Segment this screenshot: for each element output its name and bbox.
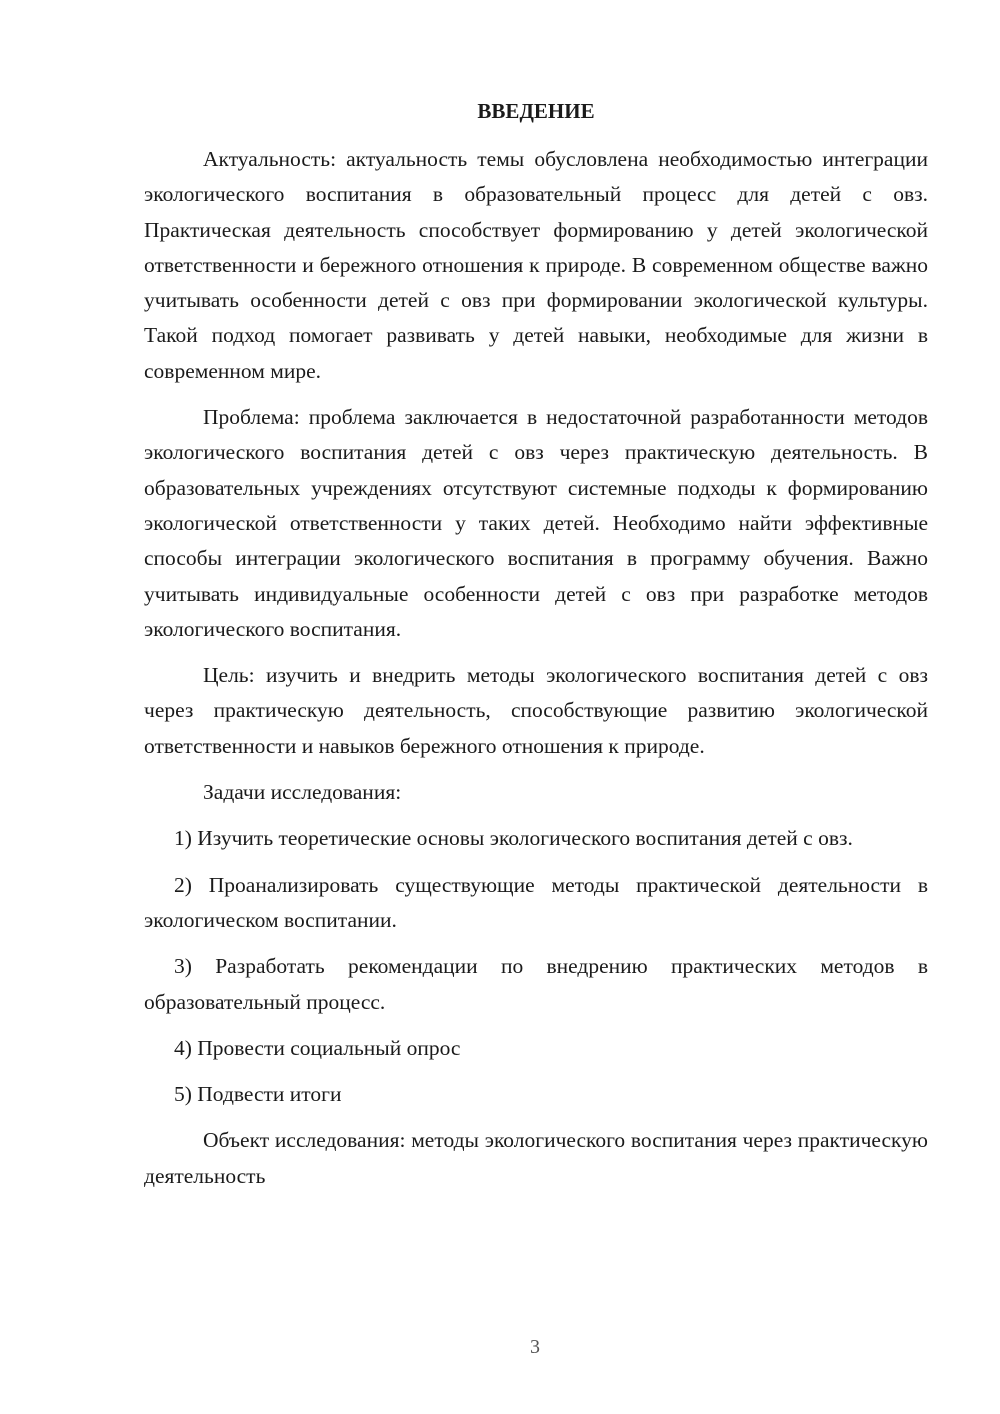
task-item-3: 3) Разработать рекомендации по внедрению практических методов в образовательный процесс.	[144, 954, 928, 1014]
object-paragraph: Объект исследования: методы экологического воспитания через практическую деятельность	[144, 1128, 928, 1188]
relevance-paragraph: Актуальность: актуальность темы обусловлена необходимостью интеграции экологического воспитания в образовательный процесс для детей с овз. Практическая деятельность способствует формированию у детей экологической ответственности и бережного отношения к природе. В современном обществе важно учитывать особенности детей с овз при формировании экологической культуры. Такой подход помогает развивать у детей навыки, необходимые для жизни в современном мире.	[144, 147, 928, 383]
section-heading: ВВЕДЕНИЕ	[477, 99, 595, 123]
task-item-5: 5) Подвести итоги	[174, 1082, 342, 1107]
tasks-title: Задачи исследования:	[203, 780, 402, 805]
task-item-2: 2) Проанализировать существующие методы практической деятельности в экологическом воспитании.	[144, 872, 928, 932]
goal-paragraph: Цель: изучить и внедрить методы экологического воспитания детей с овз через практическую деятельность, способствующие развитию экологической ответственности и навыков бережного отношения к природе.	[144, 663, 928, 758]
task-item-4: 4) Провести социальный опрос	[174, 1035, 461, 1060]
document-body	[144, 142, 928, 1205]
problem-paragraph: Проблема: проблема заключается в недостаточной разработанности методов экологического воспитания детей с овз через практическую деятельность. В образовательных учреждениях отсутствуют системные подходы к формированию экологической ответственности у таких детей. Необходимо найти эффективные способы интеграции экологического воспитания в программу обучения. Важно учитывать индивидуальные особенности детей с овз при разработке методов экологического воспитания.	[144, 405, 928, 641]
page-number: 3	[530, 1336, 540, 1358]
task-item-1: 1) Изучить теоретические основы экологического воспитания детей с овз.	[174, 826, 853, 851]
